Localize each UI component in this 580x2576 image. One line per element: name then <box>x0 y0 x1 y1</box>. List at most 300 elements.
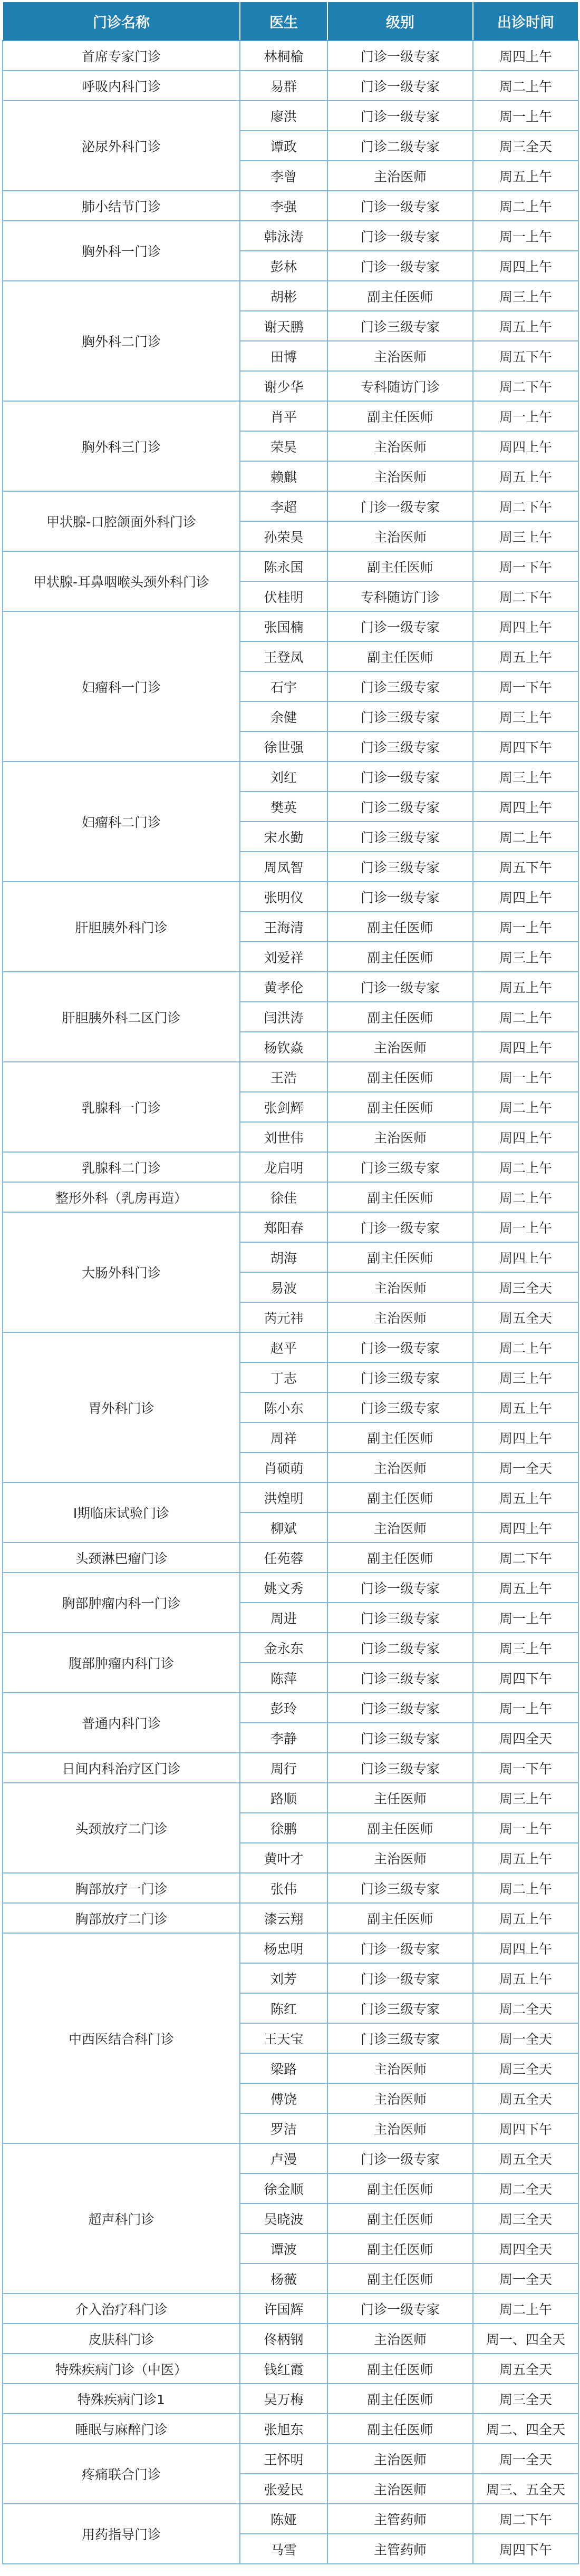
visit-time-cell: 周三上午 <box>473 942 578 972</box>
doctor-name-cell: 王海清 <box>240 912 327 942</box>
doctor-level-cell: 主治医师 <box>327 1452 473 1482</box>
table-row <box>3 1182 578 1212</box>
table-row <box>3 281 578 311</box>
clinic-name-cell: 肺小结节门诊 <box>3 191 240 221</box>
table-row <box>3 491 578 521</box>
doctor-name-cell: 徐世强 <box>240 731 327 762</box>
doctor-level-cell: 门诊一级专家 <box>327 762 473 792</box>
doctor-level-cell: 副主任医师 <box>327 1543 473 1573</box>
table-row <box>3 1753 578 1783</box>
doctor-level-cell: 主治医师 <box>327 1302 473 1332</box>
doctor-level-cell: 门诊一级专家 <box>327 251 473 281</box>
doctor-name-cell: 傅饶 <box>240 2083 327 2113</box>
visit-time-cell: 周四下午 <box>473 731 578 762</box>
doctor-level-cell: 主任医师 <box>327 1783 473 1813</box>
doctor-level-cell: 副主任医师 <box>327 2354 473 2384</box>
visit-time-cell: 周一上午 <box>473 1603 578 1633</box>
doctor-name-cell: 黄叶才 <box>240 1843 327 1873</box>
visit-time-cell: 周二上午 <box>473 822 578 852</box>
doctor-level-cell: 副主任医师 <box>327 1062 473 1092</box>
doctor-level-cell: 主治医师 <box>327 161 473 191</box>
doctor-level-cell: 门诊三级专家 <box>327 1693 473 1723</box>
doctor-level-cell: 门诊三级专家 <box>327 1362 473 1392</box>
doctor-name-cell: 卢漫 <box>240 2143 327 2173</box>
visit-time-cell: 周二上午 <box>473 71 578 101</box>
doctor-level-cell: 主治医师 <box>327 461 473 491</box>
clinic-name-cell: 介入治疗科门诊 <box>3 2294 240 2324</box>
doctor-name-cell: 路顺 <box>240 1783 327 1813</box>
doctor-level-cell: 主治医师 <box>327 2324 473 2354</box>
visit-time-cell: 周二上午 <box>473 1873 578 1903</box>
doctor-name-cell: 芮元祎 <box>240 1302 327 1332</box>
doctor-name-cell: 佟柄钢 <box>240 2324 327 2354</box>
doctor-name-cell: 柳斌 <box>240 1513 327 1543</box>
clinic-name-cell: 皮肤科门诊 <box>3 2324 240 2354</box>
visit-time-cell: 周二上午 <box>473 1002 578 1032</box>
table-row <box>3 191 578 221</box>
doctor-name-cell: 王浩 <box>240 1062 327 1092</box>
doctor-name-cell: 张国楠 <box>240 611 327 641</box>
doctor-level-cell: 门诊二级专家 <box>327 792 473 822</box>
doctor-level-cell: 主治医师 <box>327 1032 473 1062</box>
doctor-name-cell: 谭政 <box>240 131 327 161</box>
table-row <box>3 1482 578 1513</box>
doctor-level-cell: 副主任医师 <box>327 1903 473 1933</box>
table-row <box>3 71 578 101</box>
visit-time-cell: 周五上午 <box>473 972 578 1002</box>
visit-time-cell: 周三上午 <box>473 1783 578 1813</box>
doctor-level-cell: 门诊一级专家 <box>327 41 473 71</box>
visit-time-cell: 周一全天 <box>473 2444 578 2474</box>
visit-time-cell: 周四上午 <box>473 882 578 912</box>
visit-time-cell: 周五全天 <box>473 1302 578 1332</box>
clinic-name-cell: 胸部放疗二门诊 <box>3 1903 240 1933</box>
visit-time-cell: 周五全天 <box>473 2143 578 2173</box>
doctor-name-cell: 廖洪 <box>240 101 327 131</box>
visit-time-cell: 周三上午 <box>473 1633 578 1663</box>
doctor-name-cell: 黄孝伦 <box>240 972 327 1002</box>
visit-time-cell: 周一上午 <box>473 221 578 251</box>
doctor-level-cell: 门诊三级专家 <box>327 2023 473 2053</box>
doctor-name-cell: 赖麒 <box>240 461 327 491</box>
doctor-name-cell: 陈娅 <box>240 2504 327 2534</box>
visit-time-cell: 周二下午 <box>473 2504 578 2534</box>
doctor-name-cell: 胡海 <box>240 1242 327 1272</box>
clinic-name-cell: 腹部肿瘤内科门诊 <box>3 1633 240 1693</box>
clinic-name-cell: 乳腺科二门诊 <box>3 1152 240 1182</box>
visit-time-cell: 周四上午 <box>473 41 578 71</box>
visit-time-cell: 周一全天 <box>473 1452 578 1482</box>
visit-time-cell: 周四上午 <box>473 251 578 281</box>
visit-time-cell: 周三全天 <box>473 2053 578 2083</box>
table-row <box>3 1212 578 1242</box>
doctor-level-cell: 门诊三级专家 <box>327 1603 473 1633</box>
clinic-name-cell: 肝胆胰外科门诊 <box>3 882 240 972</box>
table-row <box>3 1332 578 1362</box>
clinic-name-cell: 中西医结合科门诊 <box>3 1933 240 2143</box>
clinic-name-cell: 呼吸内科门诊 <box>3 71 240 101</box>
visit-time-cell: 周三上午 <box>473 1362 578 1392</box>
visit-time-cell: 周四上午 <box>473 431 578 461</box>
doctor-level-cell: 门诊三级专家 <box>327 822 473 852</box>
visit-time-cell: 周五下午 <box>473 852 578 882</box>
doctor-level-cell: 门诊三级专家 <box>327 311 473 341</box>
doctor-name-cell: 伏桂明 <box>240 581 327 611</box>
visit-time-cell: 周二上午 <box>473 1332 578 1362</box>
doctor-level-cell: 门诊三级专家 <box>327 852 473 882</box>
doctor-name-cell: 李超 <box>240 491 327 521</box>
table-row <box>3 972 578 1002</box>
visit-time-cell: 周三全天 <box>473 2203 578 2233</box>
visit-time-cell: 周五上午 <box>473 161 578 191</box>
visit-time-cell: 周四上午 <box>473 1032 578 1062</box>
schedule-page <box>0 1 580 2564</box>
visit-time-cell: 周一下午 <box>473 671 578 701</box>
doctor-name-cell: 钱红霞 <box>240 2354 327 2384</box>
doctor-level-cell: 门诊三级专家 <box>327 731 473 762</box>
doctor-name-cell: 樊英 <box>240 792 327 822</box>
visit-time-cell: 周四上午 <box>473 1513 578 1543</box>
visit-time-cell: 周一全天 <box>473 2263 578 2294</box>
clinic-name-cell: 妇瘤科一门诊 <box>3 611 240 762</box>
doctor-level-cell: 副主任医师 <box>327 1813 473 1843</box>
doctor-level-cell: 门诊一级专家 <box>327 1212 473 1242</box>
clinic-name-cell: 胸外科一门诊 <box>3 221 240 281</box>
doctor-name-cell: 肖硕萌 <box>240 1452 327 1482</box>
doctor-name-cell: 周凤智 <box>240 852 327 882</box>
table-row <box>3 41 578 71</box>
table-row <box>3 2504 578 2534</box>
clinic-name-cell: 妇瘤科二门诊 <box>3 762 240 882</box>
table-row <box>3 1062 578 1092</box>
visit-time-cell: 周四上午 <box>473 1242 578 1272</box>
clinic-name-cell: 睡眠与麻醉门诊 <box>3 2414 240 2444</box>
visit-time-cell: 周一、四全天 <box>473 2324 578 2354</box>
visit-time-cell: 周三上午 <box>473 701 578 731</box>
doctor-name-cell: 余健 <box>240 701 327 731</box>
doctor-name-cell: 李强 <box>240 191 327 221</box>
clinic-name-cell: 特殊疾病门诊（中医） <box>3 2354 240 2384</box>
visit-time-cell: 周五上午 <box>473 1392 578 1422</box>
doctor-level-cell: 副主任医师 <box>327 551 473 581</box>
visit-time-cell: 周二下午 <box>473 371 578 401</box>
doctor-level-cell: 副主任医师 <box>327 2414 473 2444</box>
visit-time-cell: 周二全天 <box>473 2173 578 2203</box>
visit-time-cell: 周二全天 <box>473 1993 578 2023</box>
doctor-level-cell: 门诊一级专家 <box>327 2143 473 2173</box>
visit-time-cell: 周三上午 <box>473 762 578 792</box>
doctor-name-cell: 李曾 <box>240 161 327 191</box>
visit-time-cell: 周五上午 <box>473 1573 578 1603</box>
table-row <box>3 611 578 641</box>
clinic-name-cell: 日间内科治疗区门诊 <box>3 1753 240 1783</box>
visit-time-cell: 周四全天 <box>473 2233 578 2263</box>
table-row <box>3 1903 578 1933</box>
doctor-level-cell: 专科随访门诊 <box>327 371 473 401</box>
doctor-name-cell: 张伟 <box>240 1873 327 1903</box>
doctor-level-cell: 门诊二级专家 <box>327 1633 473 1663</box>
doctor-name-cell: 吴晓波 <box>240 2203 327 2233</box>
doctor-level-cell: 门诊二级专家 <box>327 131 473 161</box>
visit-time-cell: 周五上午 <box>473 311 578 341</box>
visit-time-cell: 周四上午 <box>473 792 578 822</box>
clinic-name-cell: 整形外科（乳房再造） <box>3 1182 240 1212</box>
clinic-name-cell: 用药指导门诊 <box>3 2504 240 2564</box>
doctor-name-cell: 马雪 <box>240 2534 327 2564</box>
visit-time-cell: 周四上午 <box>473 1422 578 1452</box>
visit-time-cell: 周五上午 <box>473 1963 578 1993</box>
visit-time-cell: 周二上午 <box>473 2294 578 2324</box>
table-header-row <box>3 2 578 41</box>
doctor-name-cell: 杨忠明 <box>240 1933 327 1963</box>
doctor-name-cell: 彭林 <box>240 251 327 281</box>
clinic-name-cell: 甲状腺-耳鼻咽喉头颈外科门诊 <box>3 551 240 611</box>
table-row <box>3 1873 578 1903</box>
table-row <box>3 551 578 581</box>
table-row <box>3 221 578 251</box>
clinic-schedule-table <box>2 1 579 2564</box>
visit-time-cell: 周一上午 <box>473 101 578 131</box>
table-row <box>3 1543 578 1573</box>
doctor-name-cell: 谢天鹏 <box>240 311 327 341</box>
header-visit-time: 出诊时间 <box>473 2 578 41</box>
clinic-name-cell: 胸部肿瘤内科一门诊 <box>3 1573 240 1633</box>
doctor-name-cell: 徐鹏 <box>240 1813 327 1843</box>
visit-time-cell: 周五全天 <box>473 2354 578 2384</box>
clinic-name-cell: 胃外科门诊 <box>3 1332 240 1482</box>
doctor-name-cell: 许国辉 <box>240 2294 327 2324</box>
visit-time-cell: 周二上午 <box>473 1152 578 1182</box>
doctor-level-cell: 主治医师 <box>327 431 473 461</box>
visit-time-cell: 周三全天 <box>473 2384 578 2414</box>
doctor-level-cell: 副主任医师 <box>327 2203 473 2233</box>
doctor-name-cell: 张剑辉 <box>240 1092 327 1122</box>
visit-time-cell: 周一上午 <box>473 1693 578 1723</box>
doctor-level-cell: 主治医师 <box>327 2113 473 2143</box>
clinic-name-cell: 疼痛联合门诊 <box>3 2444 240 2504</box>
doctor-name-cell: 丁志 <box>240 1362 327 1392</box>
doctor-name-cell: 刘爱祥 <box>240 942 327 972</box>
doctor-name-cell: 韩泳涛 <box>240 221 327 251</box>
doctor-name-cell: 徐金顺 <box>240 2173 327 2203</box>
doctor-name-cell: 刘芳 <box>240 1963 327 1993</box>
visit-time-cell: 周一上午 <box>473 1212 578 1242</box>
doctor-level-cell: 主治医师 <box>327 2083 473 2113</box>
doctor-level-cell: 门诊一级专家 <box>327 2294 473 2324</box>
doctor-level-cell: 门诊三级专家 <box>327 1152 473 1182</box>
visit-time-cell: 周五上午 <box>473 1903 578 1933</box>
visit-time-cell: 周一上午 <box>473 401 578 431</box>
doctor-name-cell: 赵平 <box>240 1332 327 1362</box>
header-doctor: 医生 <box>240 2 327 41</box>
visit-time-cell: 周三上午 <box>473 281 578 311</box>
visit-time-cell: 周五上午 <box>473 1843 578 1873</box>
doctor-level-cell: 副主任医师 <box>327 1242 473 1272</box>
visit-time-cell: 周四上午 <box>473 1122 578 1152</box>
doctor-name-cell: 张旭东 <box>240 2414 327 2444</box>
header-clinic-name: 门诊名称 <box>3 2 240 41</box>
doctor-level-cell: 门诊三级专家 <box>327 1723 473 1753</box>
visit-time-cell: 周五全天 <box>473 2083 578 2113</box>
doctor-name-cell: 陈小东 <box>240 1392 327 1422</box>
table-row <box>3 2294 578 2324</box>
doctor-name-cell: 易波 <box>240 1272 327 1302</box>
doctor-name-cell: 吴万梅 <box>240 2384 327 2414</box>
clinic-name-cell: 胸外科二门诊 <box>3 281 240 401</box>
visit-time-cell: 周二下午 <box>473 1543 578 1573</box>
doctor-name-cell: 宋水勤 <box>240 822 327 852</box>
doctor-name-cell: 肖平 <box>240 401 327 431</box>
doctor-level-cell: 门诊一级专家 <box>327 191 473 221</box>
visit-time-cell: 周一下午 <box>473 551 578 581</box>
doctor-name-cell: 杨薇 <box>240 2263 327 2294</box>
doctor-level-cell: 主治医师 <box>327 1272 473 1302</box>
doctor-level-cell: 门诊一级专家 <box>327 1573 473 1603</box>
clinic-name-cell: 胸部放疗一门诊 <box>3 1873 240 1903</box>
doctor-level-cell: 副主任医师 <box>327 2384 473 2414</box>
doctor-level-cell: 门诊三级专家 <box>327 1392 473 1422</box>
doctor-level-cell: 副主任医师 <box>327 912 473 942</box>
doctor-level-cell: 门诊三级专家 <box>327 701 473 731</box>
table-row <box>3 882 578 912</box>
clinic-name-cell: 特殊疾病门诊1 <box>3 2384 240 2414</box>
table-row <box>3 401 578 431</box>
doctor-level-cell: 主治医师 <box>327 2444 473 2474</box>
doctor-level-cell: 主治医师 <box>327 521 473 551</box>
visit-time-cell: 周一全天 <box>473 2023 578 2053</box>
doctor-name-cell: 徐佳 <box>240 1182 327 1212</box>
doctor-level-cell: 门诊一级专家 <box>327 1933 473 1963</box>
doctor-name-cell: 陈红 <box>240 1993 327 2023</box>
clinic-name-cell: 普通内科门诊 <box>3 1693 240 1753</box>
table-row <box>3 2324 578 2354</box>
doctor-name-cell: 刘世伟 <box>240 1122 327 1152</box>
doctor-name-cell: 周行 <box>240 1753 327 1783</box>
doctor-level-cell: 主治医师 <box>327 2474 473 2504</box>
doctor-name-cell: 杨钦焱 <box>240 1032 327 1062</box>
doctor-name-cell: 李静 <box>240 1723 327 1753</box>
doctor-name-cell: 漆云翔 <box>240 1903 327 1933</box>
doctor-level-cell: 主管药师 <box>327 2504 473 2534</box>
doctor-level-cell: 副主任医师 <box>327 2173 473 2203</box>
doctor-level-cell: 门诊三级专家 <box>327 671 473 701</box>
clinic-name-cell: 肝胆胰外科二区门诊 <box>3 972 240 1062</box>
doctor-level-cell: 门诊三级专家 <box>327 1753 473 1783</box>
doctor-name-cell: 林桐榆 <box>240 41 327 71</box>
visit-time-cell: 周三全天 <box>473 1272 578 1302</box>
visit-time-cell: 周四上午 <box>473 611 578 641</box>
visit-time-cell: 周五上午 <box>473 641 578 671</box>
visit-time-cell: 周五下午 <box>473 341 578 371</box>
doctor-level-cell: 门诊一级专家 <box>327 491 473 521</box>
doctor-level-cell: 主治医师 <box>327 1122 473 1152</box>
doctor-level-cell: 门诊一级专家 <box>327 972 473 1002</box>
doctor-name-cell: 周进 <box>240 1603 327 1633</box>
doctor-name-cell: 孙荣昊 <box>240 521 327 551</box>
table-row <box>3 2444 578 2474</box>
doctor-name-cell: 谭波 <box>240 2233 327 2263</box>
doctor-level-cell: 副主任医师 <box>327 281 473 311</box>
doctor-name-cell: 王登凤 <box>240 641 327 671</box>
visit-time-cell: 周五上午 <box>473 1482 578 1513</box>
doctor-name-cell: 荣昊 <box>240 431 327 461</box>
clinic-name-cell: 头颈淋巴瘤门诊 <box>3 1543 240 1573</box>
visit-time-cell: 周二、四全天 <box>473 2414 578 2444</box>
doctor-name-cell: 张明仪 <box>240 882 327 912</box>
doctor-level-cell: 门诊一级专家 <box>327 1963 473 1993</box>
doctor-name-cell: 陈萍 <box>240 1663 327 1693</box>
doctor-level-cell: 副主任医师 <box>327 2233 473 2263</box>
table-row <box>3 762 578 792</box>
doctor-level-cell: 副主任医师 <box>327 401 473 431</box>
doctor-level-cell: 门诊三级专家 <box>327 1663 473 1693</box>
clinic-name-cell: 首席专家门诊 <box>3 41 240 71</box>
doctor-level-cell: 门诊一级专家 <box>327 71 473 101</box>
clinic-name-cell: Ⅰ期临床试验门诊 <box>3 1482 240 1543</box>
doctor-name-cell: 龙启明 <box>240 1152 327 1182</box>
doctor-level-cell: 门诊一级专家 <box>327 1332 473 1362</box>
clinic-name-cell: 泌尿外科门诊 <box>3 101 240 191</box>
visit-time-cell: 周四下午 <box>473 1663 578 1693</box>
doctor-name-cell: 陈永国 <box>240 551 327 581</box>
visit-time-cell: 周四下午 <box>473 2113 578 2143</box>
doctor-name-cell: 易群 <box>240 71 327 101</box>
visit-time-cell: 周五上午 <box>473 461 578 491</box>
table-row <box>3 2354 578 2384</box>
doctor-level-cell: 副主任医师 <box>327 1092 473 1122</box>
table-row <box>3 1573 578 1603</box>
doctor-level-cell: 专科随访门诊 <box>327 581 473 611</box>
table-row <box>3 1633 578 1663</box>
table-row <box>3 1152 578 1182</box>
visit-time-cell: 周三上午 <box>473 521 578 551</box>
doctor-level-cell: 主治医师 <box>327 1513 473 1543</box>
clinic-name-cell: 大肠外科门诊 <box>3 1212 240 1332</box>
visit-time-cell: 周二上午 <box>473 1182 578 1212</box>
doctor-name-cell: 郑阳春 <box>240 1212 327 1242</box>
visit-time-cell: 周二下午 <box>473 581 578 611</box>
clinic-name-cell: 甲状腺-口腔颌面外科门诊 <box>3 491 240 551</box>
table-row <box>3 101 578 131</box>
visit-time-cell: 周一下午 <box>473 1753 578 1783</box>
doctor-name-cell: 闫洪涛 <box>240 1002 327 1032</box>
clinic-name-cell: 头颈放疗二门诊 <box>3 1783 240 1873</box>
doctor-level-cell: 副主任医师 <box>327 1002 473 1032</box>
doctor-name-cell: 任苑蓉 <box>240 1543 327 1573</box>
table-body <box>3 41 578 2564</box>
table-row <box>3 1693 578 1723</box>
visit-time-cell: 周四全天 <box>473 1723 578 1753</box>
doctor-level-cell: 副主任医师 <box>327 1482 473 1513</box>
doctor-name-cell: 姚文秀 <box>240 1573 327 1603</box>
clinic-name-cell: 超声科门诊 <box>3 2143 240 2294</box>
doctor-level-cell: 主治医师 <box>327 1843 473 1873</box>
visit-time-cell: 周二下午 <box>473 491 578 521</box>
visit-time-cell: 周四下午 <box>473 2534 578 2564</box>
doctor-name-cell: 田博 <box>240 341 327 371</box>
doctor-level-cell: 副主任医师 <box>327 1422 473 1452</box>
doctor-level-cell: 副主任医师 <box>327 641 473 671</box>
doctor-level-cell: 门诊一级专家 <box>327 221 473 251</box>
doctor-name-cell: 胡彬 <box>240 281 327 311</box>
clinic-name-cell: 乳腺科一门诊 <box>3 1062 240 1152</box>
doctor-name-cell: 石宇 <box>240 671 327 701</box>
doctor-name-cell: 洪煌明 <box>240 1482 327 1513</box>
doctor-level-cell: 门诊一级专家 <box>327 882 473 912</box>
doctor-level-cell: 门诊一级专家 <box>327 101 473 131</box>
header-level: 级别 <box>327 2 473 41</box>
table-row <box>3 1783 578 1813</box>
